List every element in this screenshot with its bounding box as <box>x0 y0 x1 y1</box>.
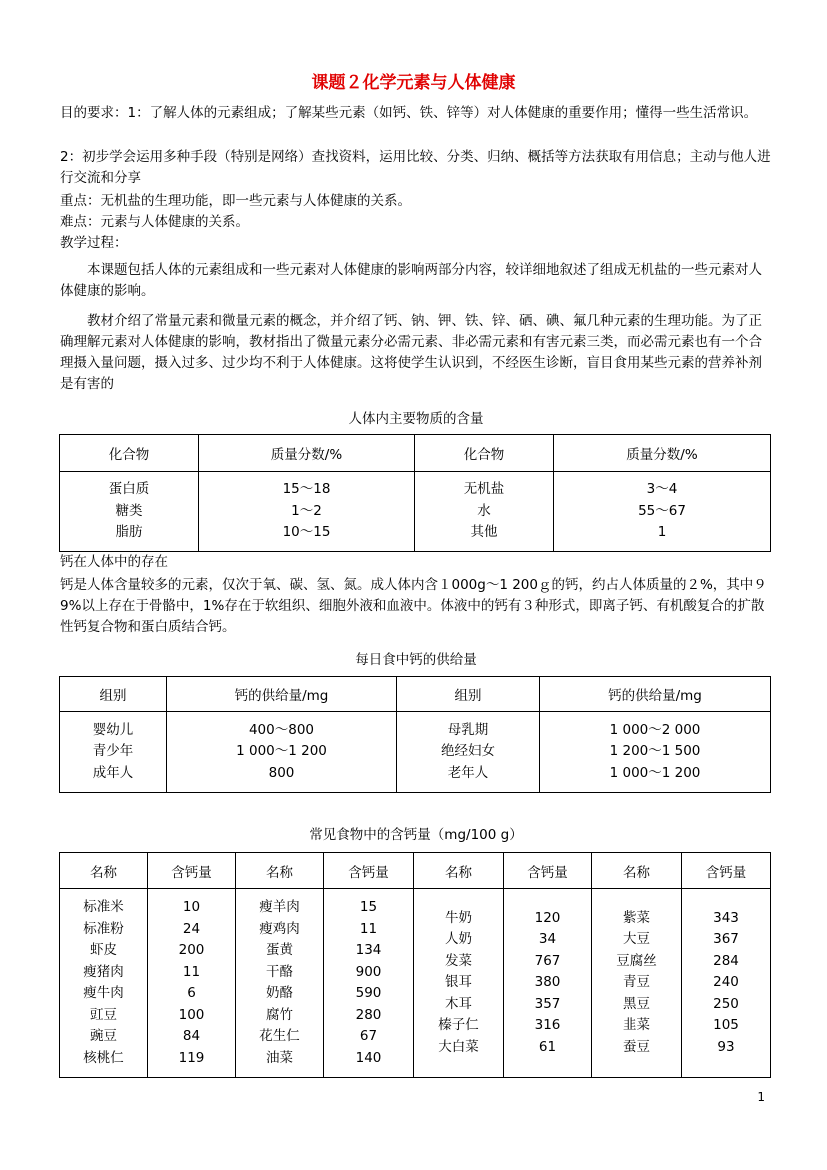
cell-value: 牛奶 <box>445 909 472 926</box>
cell-value: 15 <box>359 899 378 915</box>
cell-value: 奶酪 <box>266 985 293 1001</box>
cell-value: 青少年 <box>92 743 134 760</box>
cell-value: 3～4 <box>646 481 678 498</box>
cell-value: 280 <box>355 1006 382 1023</box>
cell-value: 11 <box>359 920 378 937</box>
cell-value: 24 <box>182 920 201 937</box>
cell-value: 成年人 <box>92 764 134 781</box>
column-header: 名称 <box>414 853 504 889</box>
table2-caption: 每日食中钙的供给量 <box>355 652 477 668</box>
table-cell <box>199 479 414 544</box>
cell-value: 140 <box>355 1049 382 1066</box>
cell-value: 15～18 <box>282 481 331 498</box>
table-row <box>60 712 771 793</box>
cell-value: 水 <box>477 502 491 519</box>
table-cell <box>415 479 553 544</box>
cell-value: 紫菜 <box>623 909 650 926</box>
cell-value: 590 <box>355 985 382 1001</box>
cell-value: 34 <box>538 931 557 948</box>
cell-value: 400～800 <box>248 721 315 738</box>
cell-value: 240 <box>713 974 739 991</box>
cell-value: 380 <box>534 974 561 991</box>
cell-value: 木耳 <box>445 995 472 1012</box>
cell-value: 1～2 <box>291 502 322 519</box>
cell-value: 800 <box>268 764 295 781</box>
cell-value: 大豆 <box>623 931 650 948</box>
cell-value: 糖类 <box>115 502 143 519</box>
table-cell <box>592 908 681 1059</box>
body-paragraph-2: 教材介绍了常量元素和微量元素的概念，并介绍了钙、钠、钾、铁、锌、硒、碘、氟几种元素的生理功能。为了正确理解元素对人体健康的影响，教材指出了微量元素分必需元素、非必需元素和有害元素三类，而必需元素也有一个合理摄入量问题，摄入过多、过少均不利于人体健康。这将使学生认识到，不经医生诊断，盲目食用某些元素的营养补剂是有害的 <box>60 313 762 392</box>
column-header: 钙的供给量/mg <box>540 677 771 712</box>
table-cell <box>397 720 539 785</box>
cell-value: 900 <box>355 963 382 980</box>
cell-value: 84 <box>182 1028 201 1044</box>
table-cell <box>236 897 323 1069</box>
column-header: 名称 <box>592 853 682 889</box>
column-header: 含钙量 <box>148 853 236 889</box>
table3-caption: 常见食物中的含钙量（mg/100 g） <box>309 827 523 843</box>
cell-value: 250 <box>713 995 739 1012</box>
key-point: 重点：无机盐的生理功能，即一些元素与人体健康的关系。 <box>60 193 411 209</box>
table-cell <box>414 908 503 1059</box>
cell-value: 无机盐 <box>463 481 505 498</box>
table-cell <box>540 720 770 785</box>
cell-value: 284 <box>713 952 739 969</box>
cell-value: 767 <box>534 952 561 969</box>
cell-value: 榛子仁 <box>438 1017 479 1034</box>
cell-value: 蛋白质 <box>108 481 150 498</box>
cell-value: 1 000～2 000 <box>609 721 701 738</box>
cell-value: 316 <box>534 1017 561 1034</box>
cell-value: 1 000～1 200 <box>236 743 327 760</box>
cell-value: 瘦猪肉 <box>83 963 124 980</box>
cell-value: 核桃仁 <box>83 1049 124 1066</box>
cell-value: 花生仁 <box>259 1028 300 1044</box>
calcium-intake-table <box>59 676 771 793</box>
column-header: 钙的供给量/mg <box>167 677 397 712</box>
table-cell <box>682 908 770 1059</box>
table-cell <box>504 908 591 1059</box>
food-calcium-table <box>59 852 771 1078</box>
cell-value: 油菜 <box>266 1049 293 1066</box>
table-cell <box>60 479 198 544</box>
cell-value: 11 <box>182 963 201 980</box>
cell-value: 银耳 <box>445 974 472 991</box>
column-header: 组别 <box>397 677 540 712</box>
calcium-heading: 钙在人体中的存在 <box>60 554 168 570</box>
cell-value: 119 <box>178 1049 205 1066</box>
cell-value: 10 <box>182 899 201 915</box>
page-title: 课题２化学元素与人体健康 <box>311 73 516 93</box>
teaching-process-label: 教学过程： <box>60 235 128 251</box>
cell-value: 标准粉 <box>83 920 124 937</box>
table-row <box>60 472 771 552</box>
calcium-text: 钙是人体含量较多的元素，仅次于氧、碳、氢、氮。成人体内含１000g～1 200ｇ的钙，约占人体质量的２%，其中９9%以上存在于骨骼中，1%存在于软组织、细胞外液和血液中。体液中的钙有３种形式，即离子钙、有机酸复合的扩散性钙复合物和蛋白质结合钙。 <box>60 577 767 635</box>
table-header-row <box>60 853 771 889</box>
cell-value: 母乳期 <box>447 721 489 738</box>
cell-value: 标准米 <box>83 899 124 915</box>
cell-value: 10～15 <box>282 524 331 541</box>
cell-value: 105 <box>713 1017 739 1034</box>
table-row <box>60 889 771 1078</box>
cell-value: 瘦牛肉 <box>83 985 124 1001</box>
body-composition-table <box>59 434 771 552</box>
cell-value: 豆腐丝 <box>616 952 657 969</box>
cell-value: 367 <box>713 931 739 948</box>
cell-value: 343 <box>713 909 739 926</box>
column-header: 名称 <box>236 853 324 889</box>
column-header: 组别 <box>60 677 167 712</box>
cell-value: 134 <box>355 942 382 958</box>
cell-value: 55～67 <box>638 502 686 519</box>
cell-value: 61 <box>538 1038 557 1055</box>
column-header: 质量分数/% <box>554 435 771 472</box>
table-cell <box>148 897 235 1069</box>
cell-value: 韭菜 <box>623 1017 650 1034</box>
cell-value: 1 200～1 500 <box>609 743 701 760</box>
cell-value: 1 000～1 200 <box>609 764 701 781</box>
column-header: 含钙量 <box>504 853 592 889</box>
body-paragraph-1: 本课题包括人体的元素组成和一些元素对人体健康的影响两部分内容，较详细地叙述了组成无机盐的一些元素对人体健康的影响。 <box>60 262 762 299</box>
column-header: 化合物 <box>60 435 199 472</box>
cell-value: 357 <box>534 995 561 1012</box>
cell-value: 干酪 <box>266 963 293 980</box>
cell-value: 6 <box>187 985 196 1001</box>
cell-value: 青豆 <box>623 974 650 991</box>
objective-1: 目的要求：1：了解人体的元素组成；了解某些元素（如钙、铁、锌等）对人体健康的重要作用；懂得一些生活常识。 <box>60 105 758 121</box>
cell-value: 瘦鸡肉 <box>259 920 300 937</box>
table1-caption: 人体内主要物质的含量 <box>348 411 484 427</box>
table-cell <box>60 720 166 785</box>
cell-value: 绝经妇女 <box>441 743 495 760</box>
cell-value: 200 <box>178 942 205 958</box>
cell-value: 黑豆 <box>623 995 650 1012</box>
cell-value: 虾皮 <box>90 942 117 958</box>
cell-value: 1 <box>657 524 667 541</box>
table-cell <box>554 479 770 544</box>
cell-value: 发菜 <box>445 952 472 969</box>
column-header: 名称 <box>60 853 148 889</box>
cell-value: 豌豆 <box>90 1028 117 1044</box>
column-header: 化合物 <box>415 435 554 472</box>
table-cell <box>60 897 147 1069</box>
cell-value: 豇豆 <box>90 1006 117 1023</box>
cell-value: 蛋黄 <box>266 942 293 958</box>
table-header-row <box>60 435 771 472</box>
column-header: 质量分数/% <box>199 435 415 472</box>
cell-value: 人奶 <box>445 931 472 948</box>
column-header: 含钙量 <box>682 853 771 889</box>
table-cell <box>167 720 396 785</box>
table-header-row <box>60 677 771 712</box>
cell-value: 大白菜 <box>438 1038 479 1055</box>
cell-value: 其他 <box>470 524 498 541</box>
cell-value: 120 <box>534 909 561 926</box>
page-number: 1 <box>757 1090 765 1104</box>
cell-value: 100 <box>178 1006 205 1023</box>
cell-value: 93 <box>717 1038 735 1055</box>
cell-value: 67 <box>359 1028 378 1044</box>
difficult-point: 难点：元素与人体健康的关系。 <box>60 214 249 230</box>
cell-value: 老年人 <box>447 764 489 781</box>
cell-value: 瘦羊肉 <box>259 899 300 915</box>
column-header: 含钙量 <box>324 853 414 889</box>
table-cell <box>324 897 413 1069</box>
cell-value: 腐竹 <box>266 1006 293 1023</box>
cell-value: 婴幼儿 <box>92 721 134 738</box>
cell-value: 蚕豆 <box>623 1038 650 1055</box>
objective-2: 2：初步学会运用多种手段（特别是网络）查找资料，运用比较、分类、归纳、概括等方法获取有用信息；主动与他人进行交流和分享 <box>60 149 771 186</box>
cell-value: 脂肪 <box>115 524 143 541</box>
